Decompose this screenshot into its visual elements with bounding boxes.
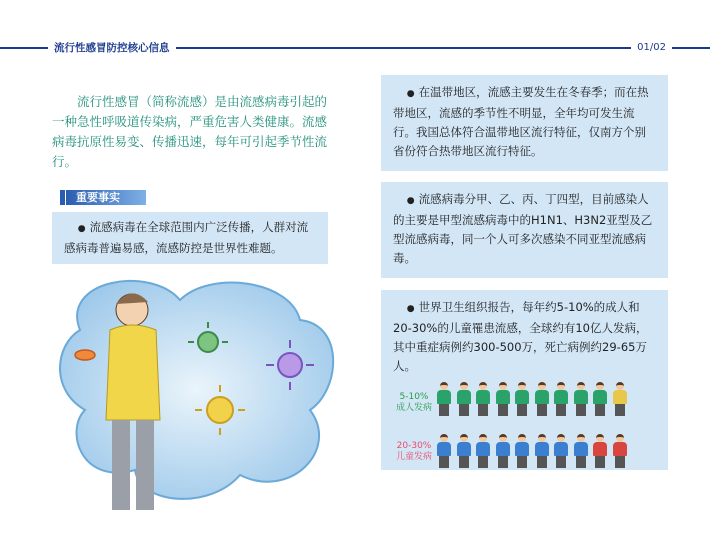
adult-person-icon	[612, 382, 628, 416]
adult-pct: 5-10%	[399, 392, 429, 402]
bullet-icon: ●	[406, 304, 415, 314]
adult-person-icon	[495, 382, 511, 416]
adult-stat-label	[392, 392, 436, 414]
intro-paragraph: 流行性感冒（简称流感）是由流感病毒引起的一种急性呼吸道传染病，严重危害人类健康。流感病毒抗原性易变、传播迅速，每年可引起季节性流行。	[52, 94, 328, 169]
fact-box-1	[52, 212, 328, 264]
fact-text: 流感病毒在全球范围内广泛传播，人群对流感病毒普遍易感，流感防控是世界性难题。	[64, 220, 309, 255]
fact-box-2	[381, 75, 668, 171]
adult-person-icon	[475, 382, 491, 416]
fact-text: 在温带地区，流感主要发生在冬春季；而在热带地区，流感的季节性不明显，全年均可发生流行。我国总体符合温带地区流行特征，仅南方个别省份符合热带地区流行特征。	[393, 85, 649, 158]
bullet-icon: ●	[406, 89, 415, 99]
page-number: 01/02	[631, 38, 672, 58]
fact-box-3	[381, 182, 668, 278]
flu-illustration	[40, 270, 350, 530]
child-person-icon	[475, 434, 491, 468]
adult-person-icon	[592, 382, 608, 416]
adult-people-row	[436, 382, 628, 416]
adult-person-icon	[436, 382, 452, 416]
fact-text: 世界卫生组织报告，每年约5-10%的成人和20-30%的儿童罹患流感，全球约有10亿人发病，其中重症病例约300-500万，死亡病例约29-65万人。	[393, 300, 648, 373]
child-person-icon	[514, 434, 530, 468]
bullet-icon: ●	[77, 224, 86, 234]
adult-label: 成人发病	[395, 403, 432, 413]
tag-accent-bar	[60, 190, 65, 205]
child-stat-label	[392, 441, 436, 463]
bullet-icon: ●	[406, 196, 415, 206]
adult-person-icon	[514, 382, 530, 416]
page-header	[0, 38, 710, 58]
fact-text: 流感病毒分甲、乙、丙、丁四型，目前感染人的主要是甲型流感病毒中的H1N1、H3N2亚型及乙型流感病毒，同一个人可多次感染不同亚型流感病毒。	[393, 192, 653, 265]
adult-person-icon	[534, 382, 550, 416]
child-person-icon	[592, 434, 608, 468]
child-person-icon	[573, 434, 589, 468]
facts-section-tag	[60, 190, 146, 205]
adult-person-icon	[553, 382, 569, 416]
child-person-icon	[456, 434, 472, 468]
child-label: 儿童发病	[395, 452, 432, 462]
header-title: 流行性感冒防控核心信息	[48, 38, 176, 58]
child-people-row	[436, 434, 628, 468]
child-person-icon	[495, 434, 511, 468]
child-person-icon	[553, 434, 569, 468]
tag-label: 重要事实	[66, 190, 146, 205]
child-pct: 20-30%	[396, 441, 432, 451]
adult-person-icon	[456, 382, 472, 416]
child-person-icon	[534, 434, 550, 468]
child-person-icon	[436, 434, 452, 468]
child-person-icon	[612, 434, 628, 468]
adult-person-icon	[573, 382, 589, 416]
